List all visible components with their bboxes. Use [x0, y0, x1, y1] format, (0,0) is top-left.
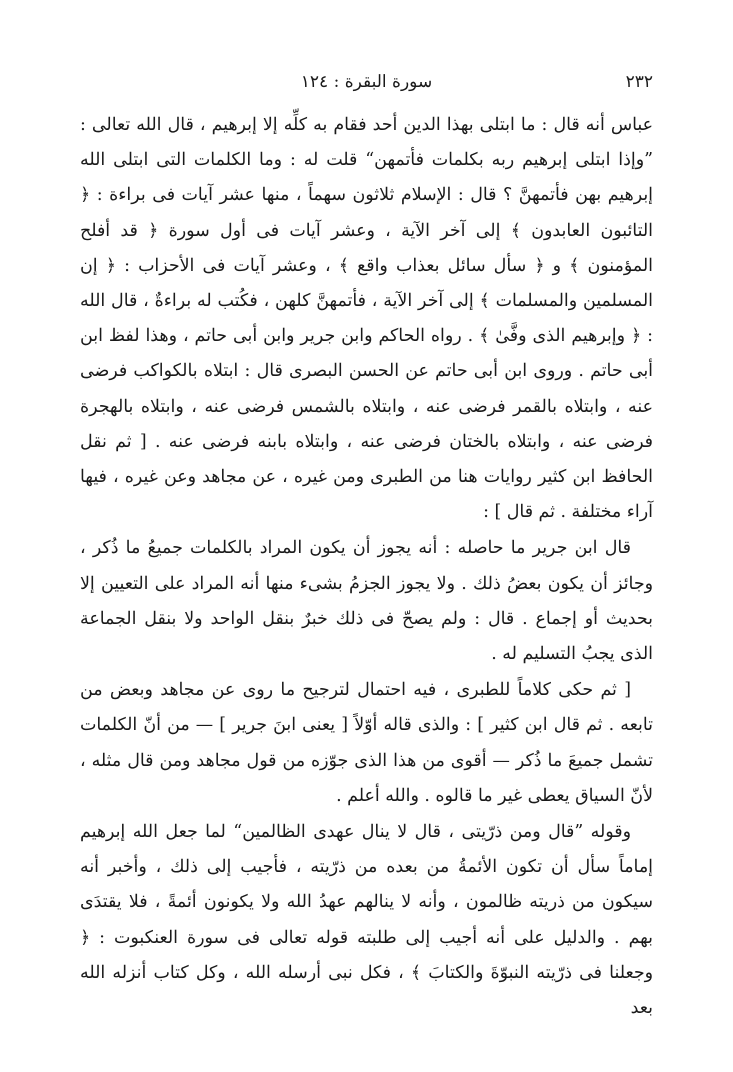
paragraph-covenant-verse: وقوله ”قال ومن ذرّيتى ، قال لا ينال عهدى الظالمين“ لما جعل الله إبرهيم إماماً سأل أن تكون الأئمةُ من بعده من ذرّيته ، فأجيب إلى ذلك ، وأخبر أنه سيكون من ذريته ظالمون ، وأنه لا ينالهم عهدُ الله ولا يكونون أئمةً ، فلا يقتدَى بهم . والدليل على أنه أجيب إلى طلبته قوله تعالى فى سورة العنكبوت : ﴿ وجعلنا فى ذرّيته النبوّةَ والكتابَ ﴾ ، فكل نبى أرسله الله ، وكل كتاب أنزله الله بعد: [80, 822, 653, 1019]
paragraph-ibn-abbas-narration: عباس أنه قال : ما ابتلى بهذا الدين أحد فقام به كلِّه إلا إبرهيم ، قال الله تعالى : ”وإذا ابتلى إبرهيم ربه بكلمات فأتمهن“ قلت له : وما الكلمات التى ابتلى الله إبرهيم بهن فأتمهنَّ ؟ قال : الإسلام ثلاثون سهماً ، منها عشر آيات فى براءة : ﴿ التائبون العابدون ﴾ إلى آخر الآية ، وعشر آيات فى أول سورة ﴿ قد أفلح المؤمنون ﴾ و ﴿ سأل سائل بعذاب واقع ﴾ ، وعشر آيات فى الأحزاب : ﴿ إن المسلمين والمسلمات ﴾ إلى آخر الآية ، فأتمهنَّ كلهن ، فكُتب له براءةٌ ، قال الله : ﴿ وإبرهيم الذى وفَّىٰ ﴾ . رواه الحاكم وابن جرير وابن أبى حاتم ، وهذا لفظ ابن أبى حاتم . وروى ابن أبى حاتم عن الحسن البصرى قال : ابتلاه بالكواكب فرضى عنه ، وابتلاه بالقمر فرضى عنه ، وابتلاه بالشمس فرضى عنه ، وابتلاه بالهجرة فرضى عنه ، وابتلاه بالختان فرضى عنه ، وابتلاه بابنه فرضى عنه . [ ثم نقل الحافظ ابن كثير روايات هنا من الطبرى ومن غيره ، عن مجاهد وعن غيره ، فيها آراء مختلفة . ثم قال ] :: [80, 115, 653, 523]
body-text: [80, 108, 653, 1026]
paragraph-ibn-jarir-summary: قال ابن جرير ما حاصله : أنه يجوز أن يكون المراد بالكلمات جميعُ ما ذُكر ، وجائز أن يكون بعضُ ذلك . ولا يجوز الجزمُ بشىء منها أنه المراد على التعيين إلا بحديث أو إجماع . قال : ولم يصحّ فى ذلك خبرٌ بنقل الواحد ولا بنقل الجماعة الذى يجبُ التسليم له .: [80, 538, 653, 665]
page-header: [80, 70, 653, 94]
running-title: سورة البقرة : ١٢٤: [300, 72, 433, 92]
paragraph-ibn-kathir-comment: [ ثم حكى كلاماً للطبرى ، فيه احتمال لترجيح ما روى عن مجاهد وبعض من تابعه . ثم قال ابن كثير ] : والذى قاله أوّلاً [ يعنى ابنَ جرير ] — من أنّ الكلمات تشمل جميعَ ما ذُكر — أقوى من هذا الذى جوّزه من قول مجاهد ومن قال مثله ، لأنّ السياق يعطى غير ما قالوه . والله أعلم .: [80, 680, 653, 806]
page-number: ٢٣٢: [625, 72, 653, 92]
